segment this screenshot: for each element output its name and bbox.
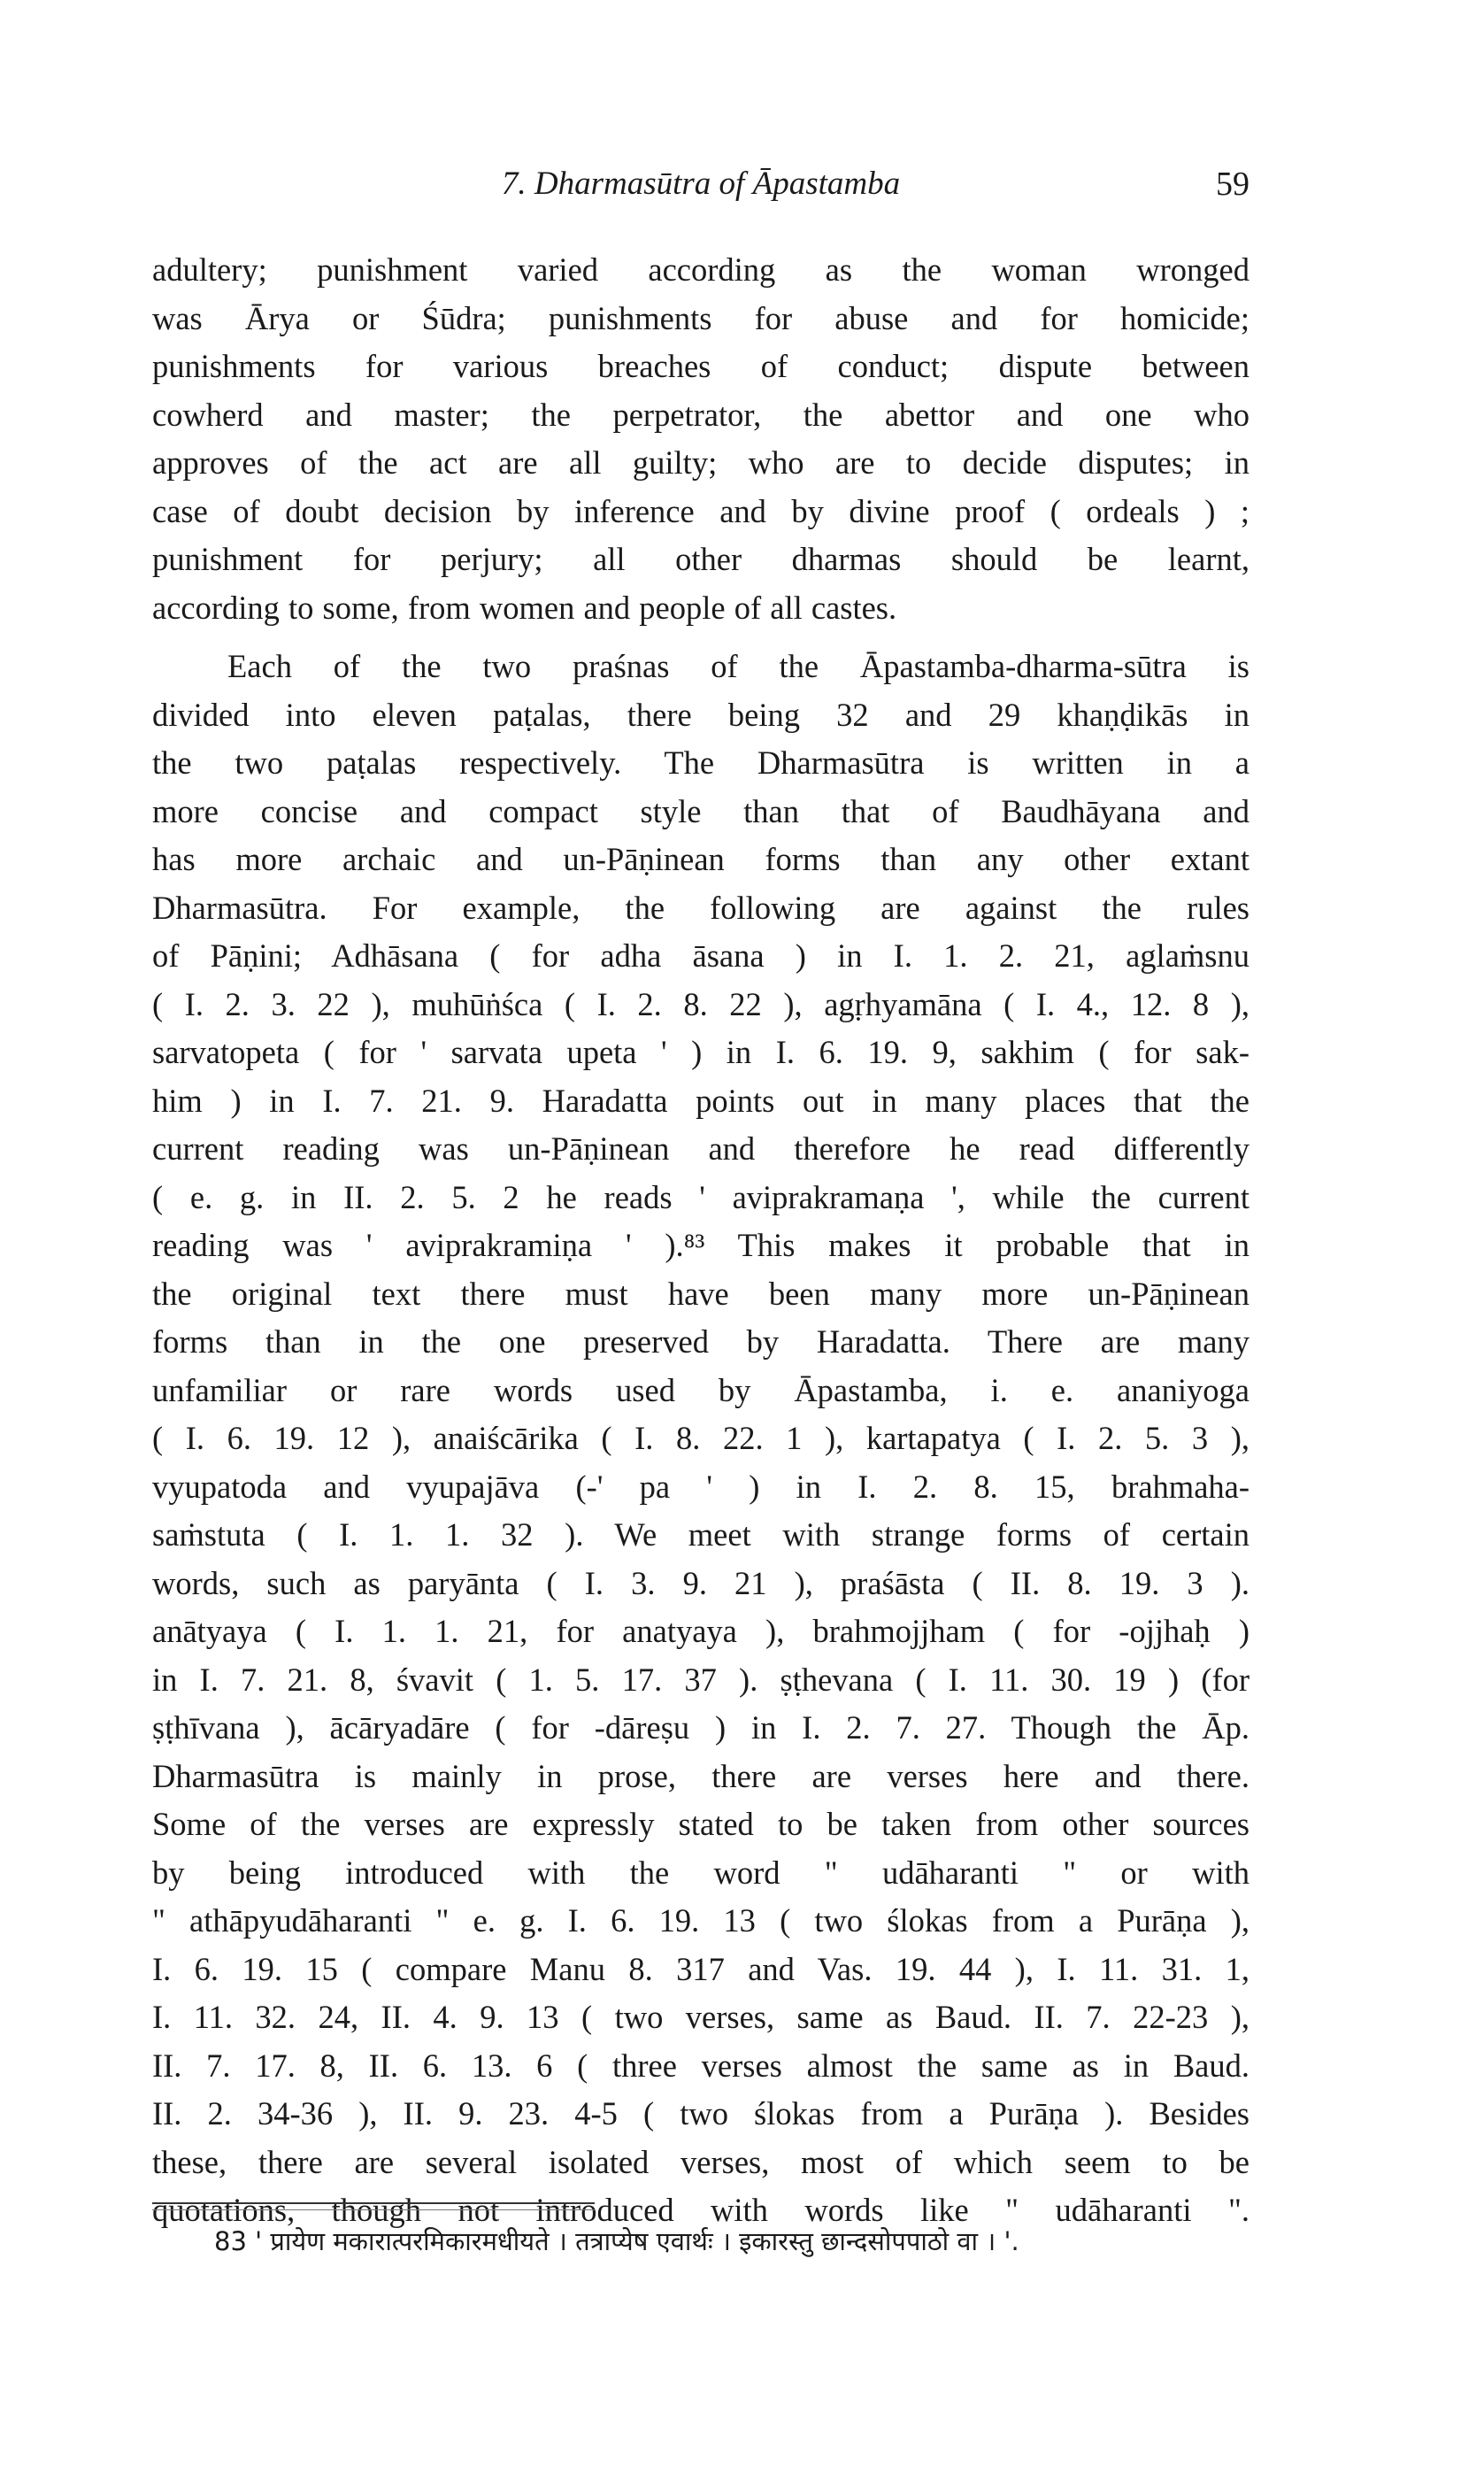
- text-line: punishment for perjury; all other dharmas should be learnt,: [152, 541, 1249, 577]
- footnote-text: ' प्रायेण मकारात्परमिकारमधीयते । तत्राप्येष एवार्थः । इकारस्तु छान्दसोपपाठो वा । '.: [255, 2226, 1019, 2256]
- page-number: 59: [1216, 166, 1249, 203]
- text-line: has more archaic and un-Pāṇinean forms than any other extant: [152, 841, 1249, 877]
- text-line: ( I. 2. 3. 22 ), muhūṅśca ( I. 2. 8. 22 ), agṛhyamāna ( I. 4., 12. 8 ),: [152, 985, 1249, 1022]
- text-line: was Ārya or Śūdra; punishments for abuse and for homicide;: [152, 299, 1249, 336]
- text-line: divided into eleven paṭalas, there being 32 and 29 khaṇḍikās in: [152, 696, 1249, 733]
- text-line: Dharmasūtra. For example, the following are against the rules: [152, 889, 1249, 926]
- text-line: approves of the act are all guilty; who are to decide disputes; in: [152, 444, 1249, 481]
- text-line: ( e. g. in II. 2. 5. 2 he reads ' aviprakramaṇa ', while the current: [152, 1178, 1249, 1215]
- text-line: of Pāṇini; Adhāsana ( for adha āsana ) in I. 1. 2. 21, aglaṁsnu: [152, 937, 1249, 974]
- text-line: these, there are several isolated verses, most of which seem to be: [152, 2143, 1249, 2180]
- text-line: the original text there must have been many more un-Pāṇinean: [152, 1275, 1249, 1312]
- text-line: Some of the verses are expressly stated to be taken from other sources: [152, 1806, 1249, 1842]
- text-line: sarvatopeta ( for ' sarvata upeta ' ) in I. 6. 19. 9, sakhim ( for sak-: [152, 1034, 1249, 1070]
- running-title: 7. Dharmasūtra of Āpastamba: [501, 166, 901, 202]
- footnote-rule: [152, 2202, 595, 2210]
- text-line: quotations, though not introduced with words like " udāharanti ".: [152, 2192, 1249, 2228]
- text-line: forms than in the one preserved by Haradatta. There are many: [152, 1323, 1249, 1360]
- text-line: punishments for various breaches of conduct; dispute between: [152, 348, 1249, 384]
- text-line: Dharmasūtra is mainly in prose, there are verses here and there.: [152, 1757, 1249, 1794]
- body-text: [152, 246, 1249, 2235]
- text-line: the two paṭalas respectively. The Dharmasūtra is written in a: [152, 744, 1249, 781]
- text-line: words, such as paryānta ( I. 3. 9. 21 ), praśāsta ( II. 8. 19. 3 ).: [152, 1564, 1249, 1601]
- footnote: [214, 2220, 1249, 2263]
- text-line: in I. 7. 21. 8, śvavit ( 1. 5. 17. 37 ). ṣṭhevana ( I. 11. 30. 19 ) (for: [152, 1661, 1249, 1698]
- text-line: I. 6. 19. 15 ( compare Manu 8. 317 and Vas. 19. 44 ), I. 11. 31. 1,: [152, 1950, 1249, 1987]
- paragraph-2: [152, 643, 1249, 2235]
- text-line: " athāpyudāharanti " e. g. I. 6. 19. 13 ( two ślokas from a Purāṇa ),: [152, 1902, 1249, 1939]
- text-line: Each of the two praśnas of the Āpastamba-dharma-sūtra is: [227, 648, 1249, 684]
- text-line: ṣṭhīvana ), ācāryadāre ( for -dāreṣu ) in I. 2. 7. 27. Though the Āp.: [152, 1709, 1249, 1746]
- text-line: him ) in I. 7. 21. 9. Haradatta points out in many places that the: [152, 1082, 1249, 1119]
- text-line: current reading was un-Pāṇinean and therefore he read differently: [152, 1130, 1249, 1167]
- text-line: anātyaya ( I. 1. 1. 21, for anatyaya ), brahmojjham ( for -ojjhaḥ ): [152, 1613, 1249, 1649]
- text-line: II. 7. 17. 8, II. 6. 13. 6 ( three verses almost the same as in Baud.: [152, 2047, 1249, 2084]
- text-line: adultery; punishment varied according as the woman wronged: [152, 251, 1249, 288]
- text-line: reading was ' aviprakramiṇa ' ).⁸³ This makes it probable that in: [152, 1227, 1249, 1263]
- running-head: [152, 158, 1249, 211]
- text-line: by being introduced with the word " udāharanti " or with: [152, 1854, 1249, 1891]
- text-line: saṁstuta ( I. 1. 1. 32 ). We meet with strange forms of certain: [152, 1516, 1249, 1553]
- text-line: I. 11. 32. 24, II. 4. 9. 13 ( two verses, same as Baud. II. 7. 22-23 ),: [152, 1999, 1249, 2035]
- text-line: according to some, from women and people of all castes.: [152, 589, 897, 626]
- text-line: vyupatoda and vyupajāva (-' pa ' ) in I. 2. 8. 15, brahmaha-: [152, 1468, 1249, 1505]
- text-line: unfamiliar or rare words used by Āpastamba, i. e. ananiyoga: [152, 1371, 1249, 1408]
- text-line: more concise and compact style than that of Baudhāyana and: [152, 792, 1249, 829]
- text-line: II. 2. 34-36 ), II. 9. 23. 4-5 ( two ślokas from a Purāṇa ). Besides: [152, 2095, 1249, 2132]
- text-line: ( I. 6. 19. 12 ), anaiścārika ( I. 8. 22. 1 ), kartapatya ( I. 2. 5. 3 ),: [152, 1420, 1249, 1456]
- text-line: case of doubt decision by inference and by divine proof ( ordeals ) ;: [152, 492, 1249, 529]
- footnote-number: 83: [214, 2226, 247, 2256]
- paragraph-1: [152, 246, 1249, 632]
- text-line: cowherd and master; the perpetrator, the abettor and one who: [152, 396, 1249, 433]
